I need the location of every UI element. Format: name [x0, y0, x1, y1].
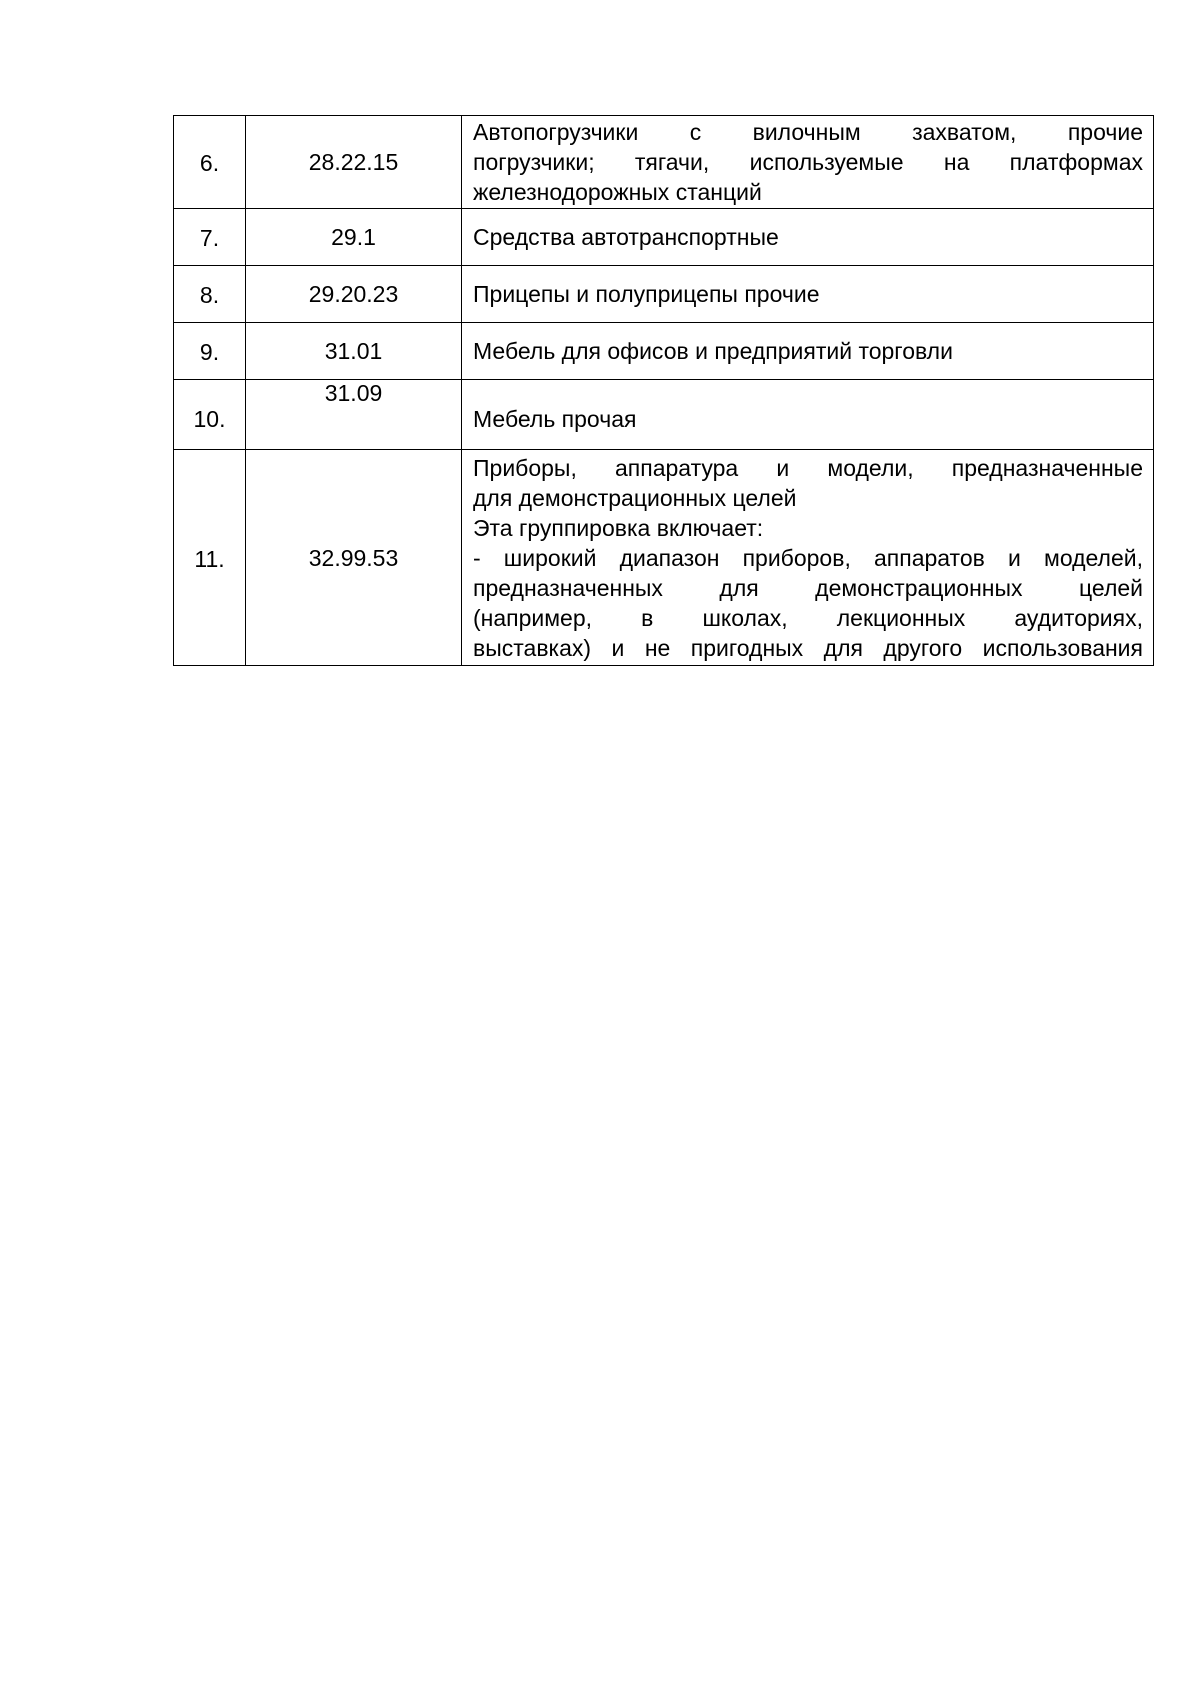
description-line: (например, в школах, лекционных аудиториях, — [473, 604, 1143, 631]
description-line: железнодорожных станций — [473, 179, 762, 205]
description-line: для демонстрационных целей — [473, 484, 797, 511]
okpd-code: 29.1 — [246, 209, 462, 266]
item-description — [462, 116, 1154, 209]
okpd-code: 28.22.15 — [246, 116, 462, 209]
table-row — [174, 450, 1154, 666]
description-line: Эта группировка включает: — [473, 514, 764, 541]
description-line: - широкий диапазон приборов, аппаратов и моделей, — [473, 544, 1143, 571]
item-description — [462, 450, 1154, 666]
table-row — [174, 116, 1154, 209]
table-row — [174, 380, 1154, 450]
classification-table — [173, 115, 1154, 666]
row-number: 6. — [174, 116, 246, 209]
description-line: Прицепы и полуприцепы прочие — [473, 281, 820, 307]
description-line: предназначенных для демонстрационных целей — [473, 574, 1143, 601]
description-line: Мебель для офисов и предприятий торговли — [473, 338, 953, 364]
item-description — [462, 323, 1154, 380]
table-row — [174, 323, 1154, 380]
row-number: 9. — [174, 323, 246, 380]
description-line: Мебель прочая — [473, 405, 637, 432]
okpd-code: 29.20.23 — [246, 266, 462, 323]
row-number: 7. — [174, 209, 246, 266]
item-description — [462, 266, 1154, 323]
description-line: Приборы, аппаратура и модели, предназначенные — [473, 454, 1143, 481]
description-line: погрузчики; тягачи, используемые на платформах — [473, 149, 1143, 175]
description-line: выставках) и не пригодных для другого использования — [473, 634, 1143, 661]
okpd-code: 31.01 — [246, 323, 462, 380]
okpd-code: 32.99.53 — [246, 450, 462, 666]
okpd-code — [246, 380, 462, 450]
table-row — [174, 209, 1154, 266]
item-description — [462, 209, 1154, 266]
table-row — [174, 266, 1154, 323]
row-number: 8. — [174, 266, 246, 323]
description-line: Автопогрузчики с вилочным захватом, прочие — [473, 119, 1143, 145]
description-line: Средства автотранспортные — [473, 224, 779, 250]
row-number: 10. — [174, 380, 246, 450]
row-number: 11. — [174, 450, 246, 666]
okpd-code-text: 31.09 — [324, 380, 383, 406]
item-description — [462, 380, 1154, 450]
